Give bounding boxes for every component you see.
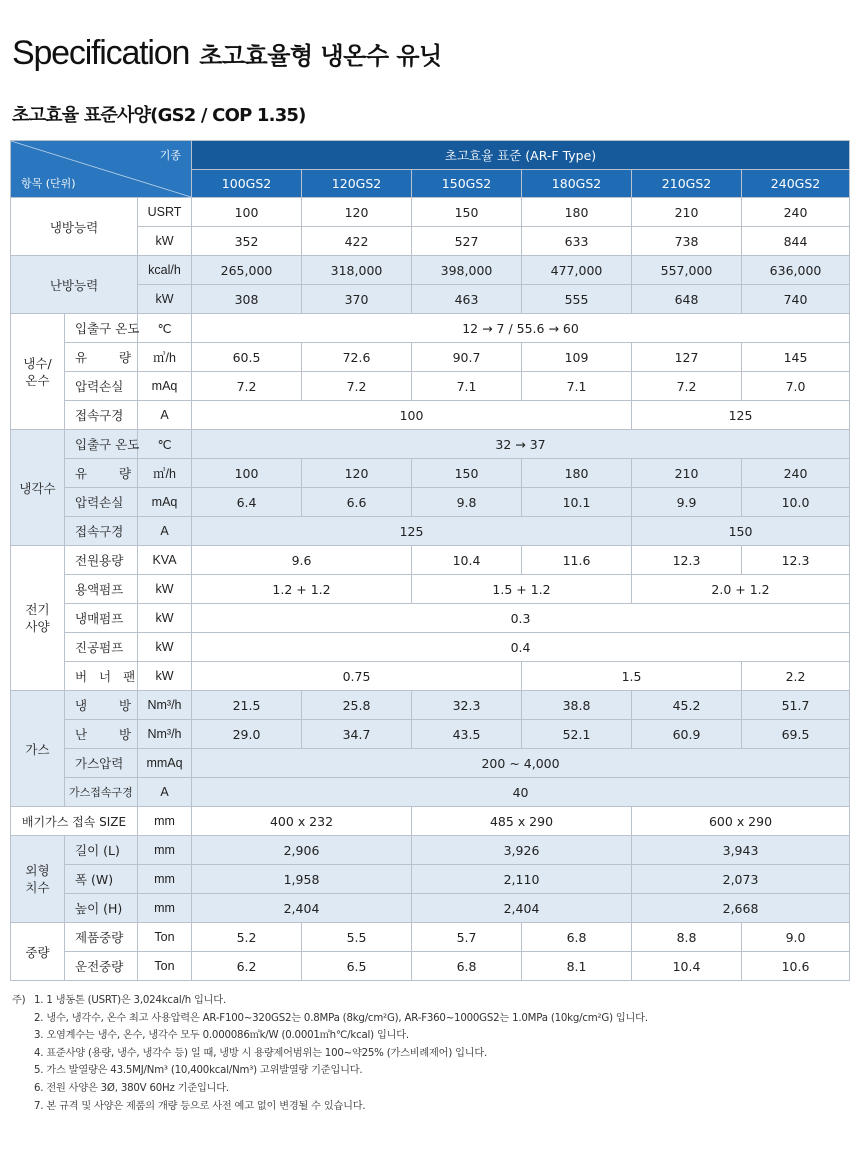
value-cell: 60.5 [192,343,302,372]
value-cell: 477,000 [522,256,632,285]
value-cell: 398,000 [412,256,522,285]
value-cell: 555 [522,285,632,314]
value-cell: 8.8 [632,923,742,952]
item-unit-label: 항목 (단위) [21,177,76,190]
value-cell: 120 [302,459,412,488]
item-label: 냉 방 [65,691,138,720]
value-cell: 10.1 [522,488,632,517]
unit-cell: Ton [138,952,192,981]
item-label: 접속구경 [65,517,138,546]
row-group-label: 가스 [11,691,65,807]
unit-cell: mm [138,836,192,865]
value-cell: 738 [632,227,742,256]
item-label: 전원용량 [65,546,138,575]
unit-cell: mm [138,894,192,923]
footnote-item: 6. 전원 사양은 3Ø, 380V 60Hz 기준입니다. [34,1082,229,1094]
table-row [11,662,850,691]
unit-cell: ㎥/h [138,459,192,488]
value-cell: 265,000 [192,256,302,285]
row-group-label: 중량 [11,923,65,981]
group-header: 초고효율 표준 (AR-F Type) [192,141,850,170]
item-label: 제품중량 [65,923,138,952]
table-row [11,720,850,749]
item-label: 진공펌프 [65,633,138,662]
value-cell: 125 [632,401,850,430]
item-label: 입출구 온도 [65,314,138,343]
value-cell: 2,404 [412,894,632,923]
value-cell: 69.5 [742,720,850,749]
unit-cell: kW [138,285,192,314]
value-cell: 9.0 [742,923,850,952]
table-row [11,343,850,372]
value-cell: 10.4 [412,546,522,575]
table-row [11,691,850,720]
unit-cell: mAq [138,372,192,401]
value-cell: 12.3 [632,546,742,575]
item-label: 운전중량 [65,952,138,981]
table-row [11,401,850,430]
footnote-item: 5. 가스 발열량은 43.5MJ/Nm³ (10,400kcal/Nm³) 고위발열량 기준입니다. [34,1065,363,1077]
value-cell: 8.1 [522,952,632,981]
value-cell: 6.2 [192,952,302,981]
row-group-label: 냉수/ 온수 [11,314,65,430]
value-cell: 2,404 [192,894,412,923]
footnote-item: 3. 오염계수는 냉수, 온수, 냉각수 모두 0.000086㎡k/W (0.0001㎡h℃/kcal) 입니다. [34,1030,409,1042]
value-cell: 21.5 [192,691,302,720]
table-row [11,778,850,807]
value-cell: 2,668 [632,894,850,923]
value-cell: 180 [522,198,632,227]
title-korean: 초고효율형 냉온수 유닛 [199,42,442,70]
item-label: 압력손실 [65,488,138,517]
value-cell: 844 [742,227,850,256]
value-cell: 6.6 [302,488,412,517]
value-cell: 422 [302,227,412,256]
value-cell: 120 [302,198,412,227]
value-cell: 10.6 [742,952,850,981]
item-label: 난 방 [65,720,138,749]
item-label: 버 너 팬 [65,662,138,691]
value-cell: 32.3 [412,691,522,720]
value-cell: 2,110 [412,865,632,894]
table-row [11,198,850,227]
item-label: 가스압력 [65,749,138,778]
value-cell: 1.2 + 1.2 [192,575,412,604]
value-cell: 636,000 [742,256,850,285]
item-label: 길이 (L) [65,836,138,865]
table-row [11,836,850,865]
table-row [11,633,850,662]
value-cell: 463 [412,285,522,314]
value-cell: 11.6 [522,546,632,575]
item-label: 용액펌프 [65,575,138,604]
value-cell: 5.2 [192,923,302,952]
table-row [11,604,850,633]
footnote-item: 7. 본 규격 및 사양은 제품의 개량 등으로 사전 예고 없이 변경될 수 있습니다. [34,1100,366,1112]
value-cell: 180 [522,459,632,488]
value-cell: 43.5 [412,720,522,749]
section-subtitle: 초고효율 표준사양(GS2 / COP 1.35) [12,105,306,126]
value-cell: 318,000 [302,256,412,285]
value-cell: 10.0 [742,488,850,517]
table-corner-header [11,141,192,198]
value-cell: 45.2 [632,691,742,720]
value-cell: 240 [742,459,850,488]
value-cell: 7.2 [632,372,742,401]
table-row [11,952,850,981]
value-cell: 5.5 [302,923,412,952]
value-cell: 370 [302,285,412,314]
value-cell: 7.2 [302,372,412,401]
value-cell: 100 [192,401,632,430]
table-row [11,430,850,459]
footnote-item: 1. 1 냉동톤 (USRT)은 3,024kcal/h 입니다. [34,995,226,1006]
value-cell: 125 [192,517,632,546]
unit-cell: kW [138,604,192,633]
item-label: 유 량 [65,343,138,372]
value-cell: 557,000 [632,256,742,285]
table-row [11,865,850,894]
value-cell: 6.8 [412,952,522,981]
footnote-mark: 주) [12,995,26,1006]
model-header: 180GS2 [522,170,632,198]
unit-cell: KVA [138,546,192,575]
specification-table [10,140,850,981]
value-cell: 633 [522,227,632,256]
value-cell: 7.0 [742,372,850,401]
item-label: 접속구경 [65,401,138,430]
unit-cell: mm [138,865,192,894]
table-row [11,749,850,778]
unit-cell: USRT [138,198,192,227]
footnotes [12,992,648,1115]
value-cell: 9.9 [632,488,742,517]
value-cell: 72.6 [302,343,412,372]
value-cell: 38.8 [522,691,632,720]
table-row [11,546,850,575]
value-cell: 240 [742,198,850,227]
row-group-label: 외형 치수 [11,836,65,923]
value-cell: 200 ~ 4,000 [192,749,850,778]
table-row [11,256,850,285]
value-cell: 51.7 [742,691,850,720]
unit-cell: Ton [138,923,192,952]
unit-cell: kcal/h [138,256,192,285]
unit-cell: kW [138,575,192,604]
value-cell: 6.8 [522,923,632,952]
table-row [11,372,850,401]
value-cell: 3,926 [412,836,632,865]
table-row [11,923,850,952]
value-cell: 150 [632,517,850,546]
value-cell: 40 [192,778,850,807]
value-cell: 210 [632,198,742,227]
model-header: 240GS2 [742,170,850,198]
footnote-item: 4. 표준사양 (용량, 냉수, 냉각수 등) 일 때, 냉방 시 용량제어범위는 100~약25% (가스비례제어) 입니다. [34,1047,488,1059]
title-english: Specification [12,34,190,72]
item-label: 입출구 온도 [65,430,138,459]
row-group-label: 냉각수 [11,430,65,546]
model-header: 120GS2 [302,170,412,198]
value-cell: 527 [412,227,522,256]
value-cell: 25.8 [302,691,412,720]
value-cell: 740 [742,285,850,314]
value-cell: 12.3 [742,546,850,575]
unit-cell: ℃ [138,314,192,343]
model-header: 210GS2 [632,170,742,198]
value-cell: 7.1 [522,372,632,401]
value-cell: 32 → 37 [192,430,850,459]
item-label: 가스접속구경 [65,778,138,807]
value-cell: 600 x 290 [632,807,850,836]
row-group-label: 난방능력 [11,256,138,314]
row-group-label: 배기가스 접속 SIZE [11,807,138,836]
table-row [11,575,850,604]
table-row [11,459,850,488]
unit-cell: kW [138,633,192,662]
page-title [12,34,442,73]
value-cell: 308 [192,285,302,314]
unit-cell: ㎥/h [138,343,192,372]
unit-cell: mm [138,807,192,836]
table-row [11,314,850,343]
item-label: 냉매펌프 [65,604,138,633]
unit-cell: ℃ [138,430,192,459]
table-row [11,488,850,517]
unit-cell: Nm³/h [138,720,192,749]
value-cell: 150 [412,459,522,488]
unit-cell: A [138,517,192,546]
unit-cell: A [138,778,192,807]
value-cell: 2.0 + 1.2 [632,575,850,604]
item-label: 압력손실 [65,372,138,401]
value-cell: 9.8 [412,488,522,517]
value-cell: 0.4 [192,633,850,662]
value-cell: 1.5 + 1.2 [412,575,632,604]
item-label: 높이 (H) [65,894,138,923]
value-cell: 9.6 [192,546,412,575]
row-group-label: 냉방능력 [11,198,138,256]
value-cell: 100 [192,198,302,227]
value-cell: 127 [632,343,742,372]
value-cell: 145 [742,343,850,372]
value-cell: 52.1 [522,720,632,749]
value-cell: 109 [522,343,632,372]
table-row [11,517,850,546]
unit-cell: mmAq [138,749,192,778]
value-cell: 1.5 [522,662,742,691]
unit-cell: Nm³/h [138,691,192,720]
value-cell: 10.4 [632,952,742,981]
value-cell: 60.9 [632,720,742,749]
item-label: 폭 (W) [65,865,138,894]
model-header: 100GS2 [192,170,302,198]
value-cell: 150 [412,198,522,227]
value-cell: 90.7 [412,343,522,372]
value-cell: 29.0 [192,720,302,749]
value-cell: 6.4 [192,488,302,517]
footnote-item: 2. 냉수, 냉각수, 온수 최고 사용압력은 AR-F100~320GS2는 0.8MPa (8kg/cm²G), AR-F360~1000GS2는 1.0MPa (10kg/cm²G) 입니다. [34,1012,648,1024]
row-group-label: 전기 사양 [11,546,65,691]
value-cell: 12 → 7 / 55.6 → 60 [192,314,850,343]
value-cell: 6.5 [302,952,412,981]
value-cell: 400 x 232 [192,807,412,836]
value-cell: 352 [192,227,302,256]
value-cell: 3,943 [632,836,850,865]
unit-cell: kW [138,662,192,691]
value-cell: 100 [192,459,302,488]
footnote-list [12,992,648,1115]
value-cell: 34.7 [302,720,412,749]
item-label: 유 량 [65,459,138,488]
value-cell: 210 [632,459,742,488]
value-cell: 2.2 [742,662,850,691]
value-cell: 2,906 [192,836,412,865]
value-cell: 7.1 [412,372,522,401]
unit-cell: mAq [138,488,192,517]
unit-cell: kW [138,227,192,256]
value-cell: 0.3 [192,604,850,633]
unit-cell: A [138,401,192,430]
value-cell: 2,073 [632,865,850,894]
value-cell: 1,958 [192,865,412,894]
model-header: 150GS2 [412,170,522,198]
value-cell: 7.2 [192,372,302,401]
model-label: 기종 [159,149,182,162]
value-cell: 485 x 290 [412,807,632,836]
table-row [11,894,850,923]
value-cell: 0.75 [192,662,522,691]
value-cell: 648 [632,285,742,314]
value-cell: 5.7 [412,923,522,952]
table-row [11,807,850,836]
